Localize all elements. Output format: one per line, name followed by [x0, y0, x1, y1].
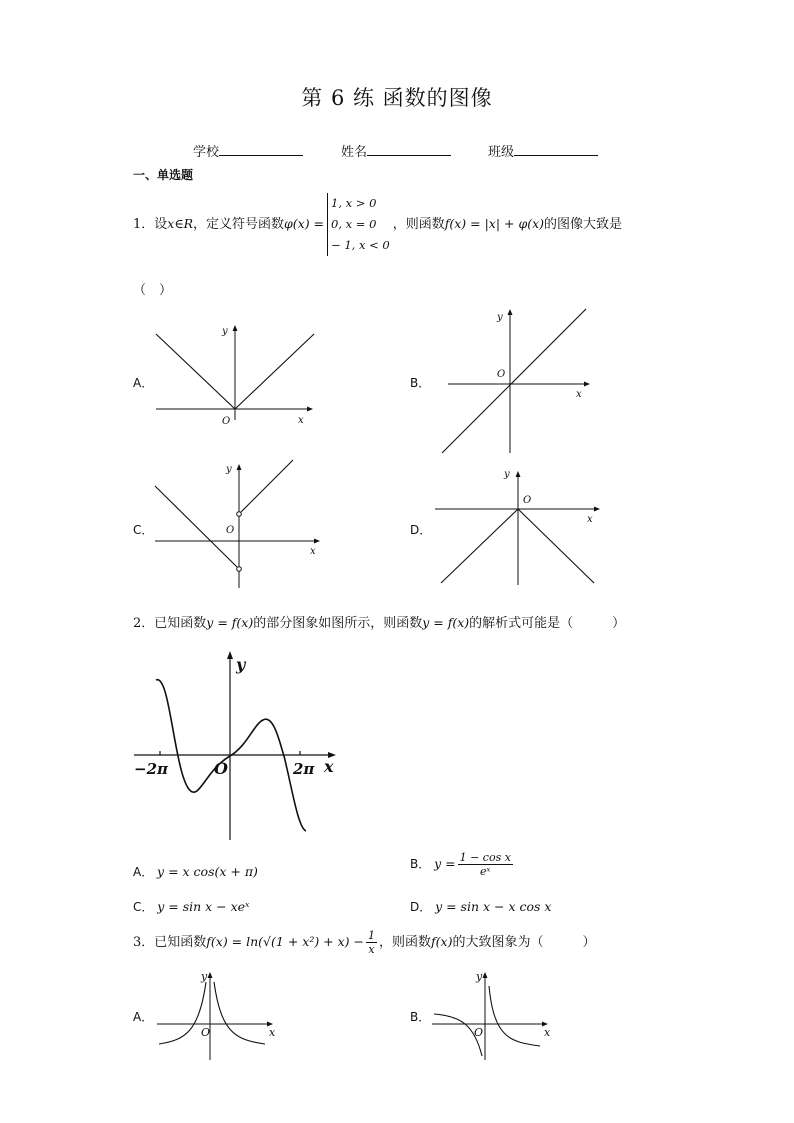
q1-graph-c — [150, 458, 325, 588]
origin-label: O — [222, 416, 231, 427]
q3-fraction — [366, 929, 377, 956]
school-label: 学校 — [193, 145, 220, 160]
open-point-top — [237, 512, 242, 517]
q2-yfx2: y = f(x) — [422, 615, 470, 630]
school-field — [193, 141, 303, 160]
q2-y-label: y — [236, 655, 246, 674]
q1-mid: ，定义符号函数 — [193, 217, 285, 232]
name-label: 姓名 — [341, 145, 368, 160]
x-label: x — [310, 546, 316, 557]
q2-choice-d — [410, 898, 551, 915]
q2-b-fraction — [458, 851, 513, 878]
x-label: x — [269, 1026, 276, 1039]
q1-piece-2: 0, x = 0 — [331, 217, 377, 231]
q2-yfx: y = f(x) — [206, 615, 254, 630]
q1-graph-b — [440, 305, 600, 455]
q2-origin-label: O — [214, 759, 228, 778]
graph-right-branch — [241, 460, 293, 512]
q1-phi: φ(x) = — [284, 216, 325, 231]
q3b-right-branch — [489, 986, 540, 1046]
y-label: y — [226, 464, 232, 475]
q2-choice-c — [133, 898, 250, 915]
x-arrow-icon — [594, 507, 600, 512]
q3-fx: f(x) = ln(√(1 + x²) + x) − — [206, 934, 365, 949]
school-blank — [219, 143, 303, 156]
q1-piecewise — [327, 193, 390, 256]
q2-d-expr: y = sin x − x cos x — [435, 899, 552, 914]
q3-numerator: 1 — [368, 929, 376, 942]
name-field — [341, 141, 451, 160]
q2-d-label: D． — [410, 900, 432, 914]
q2-a-expr: y = x cos(x + π) — [157, 864, 258, 879]
q1-prefix: 1．设 — [133, 217, 168, 232]
y-label: y — [497, 312, 503, 323]
q2-c-label: C． — [133, 900, 154, 914]
q3-suffix: 的大致图象为（ ） — [452, 935, 596, 950]
y-arrow-icon — [483, 972, 488, 978]
y-label: y — [504, 469, 510, 480]
y-arrow-icon — [227, 651, 233, 659]
x-label: x — [587, 514, 593, 525]
q3a-left-branch — [159, 982, 206, 1044]
x-arrow-icon — [584, 382, 590, 387]
y-label: y — [476, 970, 483, 983]
q1-piece-1: 1, x > 0 — [331, 196, 377, 210]
class-label: 班级 — [488, 145, 515, 160]
y-label: y — [222, 326, 228, 337]
open-point-bottom — [237, 567, 242, 572]
q2-graph — [130, 648, 345, 843]
q3-option-a: A． — [133, 1010, 154, 1024]
page-title: 第 6 练 函数的图像 — [301, 86, 493, 110]
q1-bracket: （ ） — [133, 283, 173, 298]
q3-mid: ，则函数 — [379, 935, 432, 950]
q1-option-a: A． — [133, 376, 154, 390]
q1-fx: f(x) = |x| + φ(x) — [444, 216, 545, 231]
q2-curve — [156, 680, 306, 831]
question-3 — [133, 929, 595, 956]
y-arrow-icon — [233, 325, 238, 331]
q2-a-label: A． — [133, 865, 154, 879]
y-arrow-icon — [237, 464, 242, 470]
graph-line — [442, 309, 586, 453]
q1-option-b: B． — [410, 376, 431, 390]
y-arrow-icon — [516, 471, 521, 477]
q2-b-denominator: eˣ — [480, 865, 491, 878]
q1-suffix: 的图像大致是 — [544, 217, 623, 232]
q3-option-b: B． — [410, 1010, 431, 1024]
q2-c-expr: y = sin x − xeˣ — [157, 899, 250, 914]
q3a-right-branch — [214, 982, 265, 1044]
x-arrow-icon — [307, 407, 313, 412]
q1-graph-a — [150, 320, 320, 430]
origin-label: O — [474, 1026, 484, 1039]
x-label: x — [544, 1026, 551, 1039]
x-label: x — [298, 415, 304, 426]
origin-label: O — [497, 369, 506, 380]
q2-choice-a — [133, 863, 258, 880]
graph-left-branch — [155, 486, 237, 567]
y-arrow-icon — [508, 309, 513, 315]
y-arrow-icon — [208, 972, 213, 978]
q3-graph-a — [155, 968, 285, 1063]
q2-b-label: B． — [410, 857, 431, 871]
q2-pos-2pi-label: 2π — [293, 760, 315, 778]
q2-neg-2pi-label: −2π — [134, 760, 168, 778]
origin-label: O — [201, 1026, 211, 1039]
q2-b-pre: y = — [434, 856, 456, 871]
x-arrow-icon — [314, 539, 320, 544]
q2-prefix: 2．已知函数 — [133, 616, 207, 631]
origin-label: O — [523, 495, 532, 506]
q3-graph-b — [430, 968, 560, 1063]
class-blank — [514, 143, 598, 156]
q1-x-in-r: x∈R — [167, 216, 193, 231]
question-2 — [133, 612, 625, 631]
q2-mid: 的部分图象如图所示，则函数 — [253, 616, 423, 631]
origin-label: O — [226, 525, 235, 536]
q3-prefix: 3．已知函数 — [133, 935, 207, 950]
q2-choice-b — [410, 851, 515, 878]
class-field — [488, 141, 598, 160]
q2-x-label: x — [324, 757, 334, 776]
q1-graph-d — [430, 463, 605, 588]
q1-mid2: ，则函数 — [392, 217, 445, 232]
section-heading: 一、单选题 — [133, 168, 194, 182]
q3-denominator: x — [368, 943, 375, 956]
q2-suffix: 的解析式可能是（ ） — [469, 616, 626, 631]
q2-b-numerator: 1 − cos x — [459, 851, 511, 864]
q3-fx2: f(x) — [431, 934, 453, 949]
name-blank — [367, 143, 451, 156]
x-label: x — [576, 389, 582, 400]
q1-option-d: D． — [410, 523, 432, 537]
q1-piece-3: − 1, x < 0 — [331, 238, 390, 252]
q1-option-c: C． — [133, 523, 154, 537]
y-label: y — [201, 970, 208, 983]
question-1 — [133, 193, 622, 256]
